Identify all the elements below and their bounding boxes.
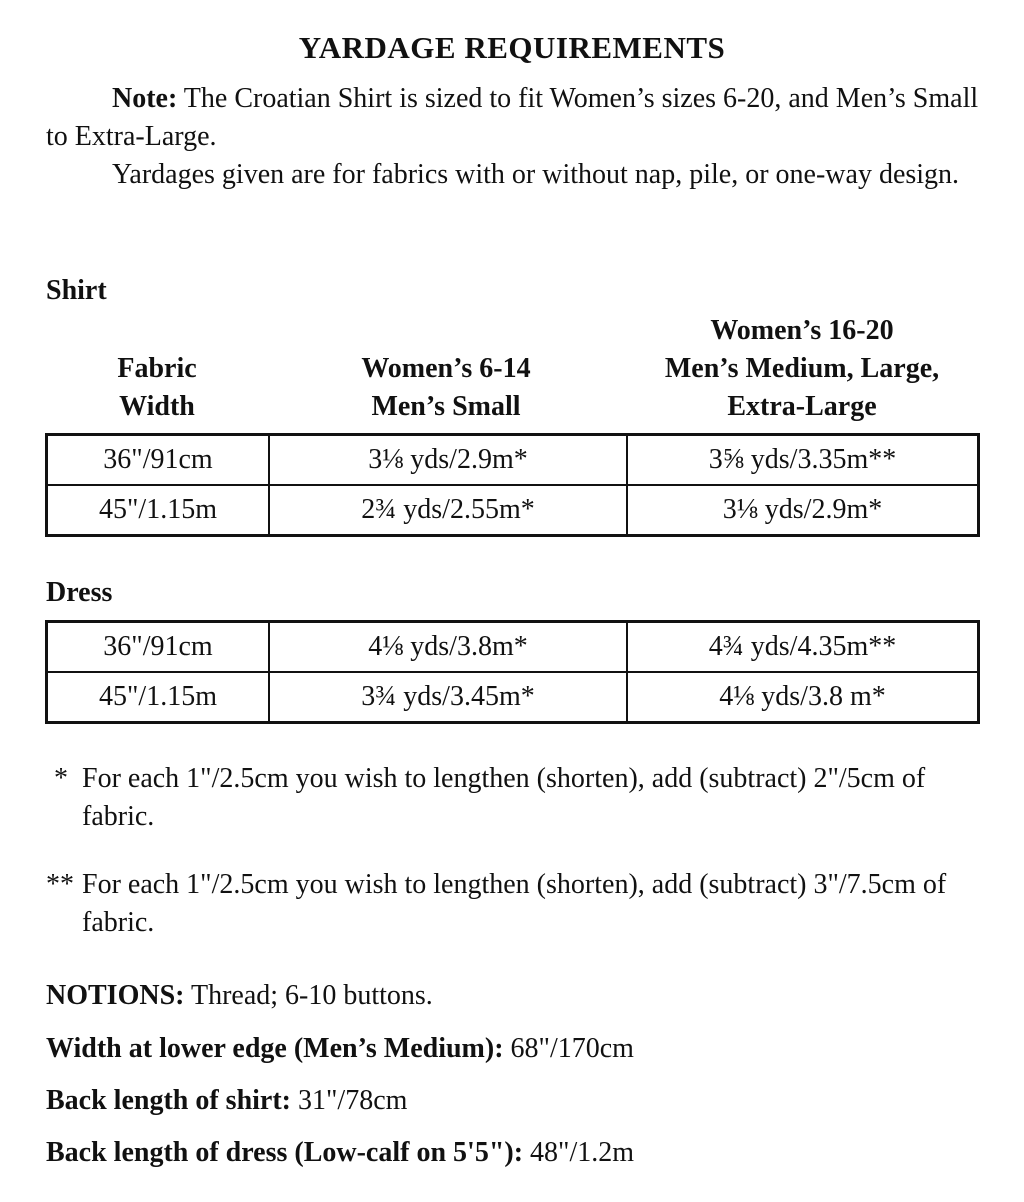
header-line: Women’s 6-14: [361, 353, 531, 384]
page-title: YARDAGE REQUIREMENTS: [298, 30, 726, 65]
header-line: Men’s Small: [371, 391, 521, 422]
spec-shirt-length: [46, 1085, 407, 1117]
table-cell: 45"/1.15m: [47, 672, 270, 723]
dress-label: Dress: [46, 577, 113, 608]
table-row: [47, 485, 979, 536]
footnote-double: [46, 866, 996, 946]
spec-width-lower-edge: [46, 1033, 634, 1065]
header-line: Women’s 16-20: [710, 315, 894, 346]
table-cell: 3¾ yds/3.45m*: [269, 672, 627, 723]
table-cell: 36"/91cm: [47, 622, 270, 673]
yardage-paragraph: [46, 156, 996, 194]
table-row: [47, 622, 979, 673]
table-cell: 3⅝ yds/3.35m**: [627, 435, 979, 486]
table-cell: 36"/91cm: [47, 435, 270, 486]
table-row: [47, 435, 979, 486]
footnote-text: For each 1"/2.5cm you wish to lengthen (shorten), add (subtract) 2"/5cm of fabric.: [82, 763, 926, 832]
footnote-mark: *: [54, 763, 68, 794]
dress-table: [45, 620, 980, 724]
spec-value: 68"/170cm: [503, 1033, 634, 1064]
table-cell: 2¾ yds/2.55m*: [269, 485, 627, 536]
table-cell: 4⅛ yds/3.8 m*: [627, 672, 979, 723]
spec-value: 48"/1.2m: [523, 1137, 635, 1168]
table-cell: 4¾ yds/4.35m**: [627, 622, 979, 673]
spec-label: Back length of dress (Low-calf on 5'5"):: [46, 1137, 524, 1168]
footnote-mark: **: [46, 869, 74, 900]
table-cell: 3⅛ yds/2.9m*: [627, 485, 979, 536]
shirt-label: Shirt: [46, 275, 107, 306]
note-label: Note:: [112, 83, 178, 114]
table-row: [47, 672, 979, 723]
header-line: Fabric: [117, 353, 197, 384]
spec-label: Back length of shirt:: [46, 1085, 291, 1116]
spec-label: Width at lower edge (Men’s Medium):: [46, 1033, 504, 1064]
table-cell: 45"/1.15m: [47, 485, 270, 536]
header-womens-6-14: [268, 350, 624, 426]
spec-dress-length: [46, 1137, 634, 1169]
header-line: Men’s Medium, Large,: [664, 353, 940, 384]
header-womens-16-20: [624, 312, 980, 426]
header-line: Width: [119, 391, 195, 422]
shirt-table: [45, 433, 980, 537]
yardage-text: Yardages given are for fabrics with or without nap, pile, or one-way design.: [112, 159, 960, 190]
spec-notions: [46, 980, 433, 1012]
spec-value: Thread; 6-10 buttons.: [184, 980, 433, 1011]
spec-label: NOTIONS:: [46, 980, 185, 1011]
note-text: The Croatian Shirt is sized to fit Women’s sizes 6-20, and Men’s Small to Extra-Large.: [46, 83, 979, 152]
spec-value: 31"/78cm: [291, 1085, 408, 1116]
header-line: Extra-Large: [727, 391, 877, 422]
footnote-single: [46, 760, 996, 840]
footnote-text: For each 1"/2.5cm you wish to lengthen (shorten), add (subtract) 3"/7.5cm of fabric.: [82, 869, 947, 938]
table-cell: 4⅛ yds/3.8m*: [269, 622, 627, 673]
header-fabric-width: [46, 350, 268, 426]
table-cell: 3⅛ yds/2.9m*: [269, 435, 627, 486]
note-paragraph: [46, 80, 996, 156]
